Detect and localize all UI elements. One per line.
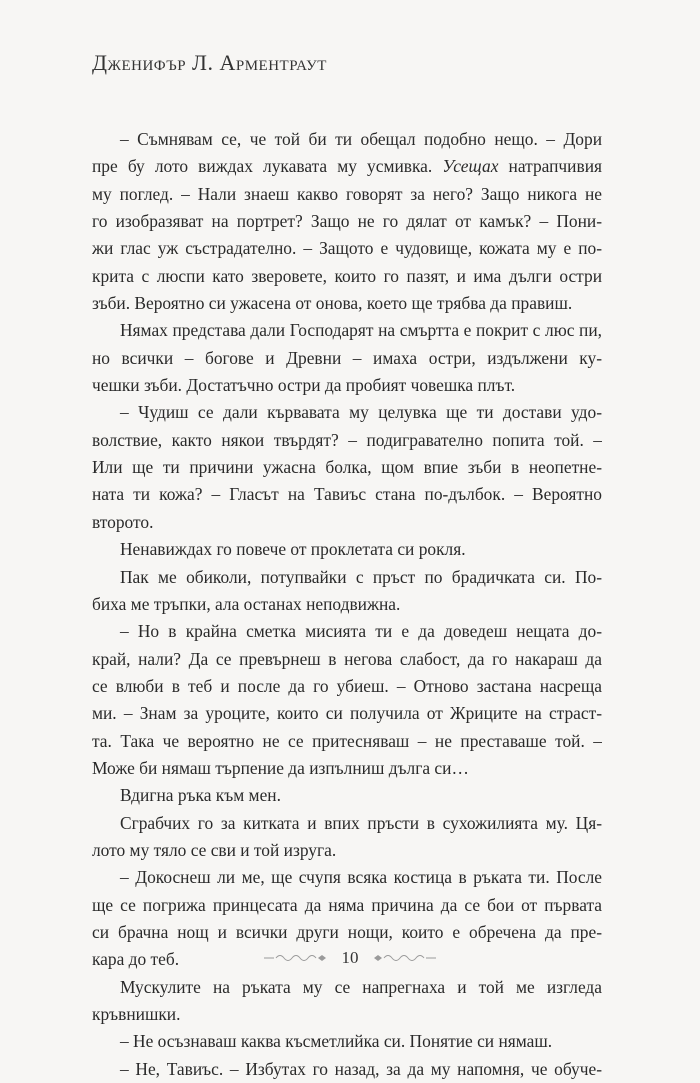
text-line: си брачна нощ и всички други нощи, които е обречена да пре-	[92, 921, 602, 942]
text-line: се влюби в теб и после да го убиеш. – Отново застана насреща	[92, 675, 602, 696]
body-text	[92, 126, 602, 1083]
text-line: Сграбчих го за китката и впих пръсти в сухожилията му. Ця-	[120, 812, 602, 833]
text-line: – Но в крайна сметка мисията ти е да доведеш нещата до-	[120, 621, 602, 642]
text-line: му поглед. – Нали знаеш какво говорят за него? Защо никога не	[92, 183, 602, 204]
page-footer	[0, 942, 700, 972]
text-line: Може би нямаш търпение да изпълниш дълга си…	[92, 757, 469, 778]
text-line: волствие, както някои твърдят? – подигравателно попита той. –	[92, 429, 602, 450]
text-line: Ненавиждах го повече от проклетата си рокля.	[120, 539, 466, 560]
text-line: ще се погрижа принцесата да няма причина да се бои от първата	[92, 894, 602, 915]
text-line: Нямах представа дали Господарят на смъртта е покрит с люс пи,	[120, 320, 602, 341]
text-line: – Не, Тавиъс. – Избутах го назад, за да му напомня, че обуче-	[120, 1058, 602, 1079]
right-ornament-icon	[368, 952, 438, 964]
text-line: го изобразяват на портрет? Защо не го дялат от камък? – Пони-	[92, 211, 602, 232]
text-line: та. Така че вероятно не се притесняваш – не преставаше той. –	[92, 730, 602, 751]
running-head-author: Дженифър Л. Арментраут	[92, 50, 327, 75]
text-line: Вдигна ръка към мен.	[120, 785, 281, 806]
text-line: – Не осъзнаваш каква късметлийка си. Понятие си нямаш.	[120, 1031, 553, 1052]
text-line: Или ще ти причини ужасна болка, щом впие зъби в неопетне-	[92, 457, 602, 478]
text-line: лото му тяло се сви и той изруга.	[92, 839, 337, 860]
text-line-segment: натрапчивия	[498, 156, 602, 177]
page-number: 10	[341, 948, 359, 967]
text-line: второто.	[92, 511, 154, 532]
text-line: – Докоснеш ли ме, ще счупя всяка костица в ръката ти. После	[120, 867, 602, 888]
text-line: – Съмнявам се, че той би ти обещал подобно нещо. – Дори	[120, 129, 602, 149]
text-line: чешки зъби. Достатъчно остри да пробият човешка плът.	[92, 375, 516, 396]
text-line: край, нали? Да се превърнеш в негова слабост, да го накараш да	[92, 648, 602, 669]
text-line: зъби. Вероятно си ужасена от онова, което ще трябва да правиш.	[92, 293, 573, 314]
emphasized-word: Усещах	[442, 156, 499, 177]
text-line: – Чудиш се дали кървавата му целувка ще ти достави удо-	[120, 402, 602, 423]
text-line: кара до теб.	[92, 949, 180, 970]
text-line: биха ме тръпки, ала останах неподвижна.	[92, 593, 401, 614]
text-line: ната ти кожа? – Гласът на Тавиъс стана по-дълбок. – Вероятно	[92, 484, 602, 505]
text-line-segment: пре бу лото виждах лукавата му усмивка.	[92, 156, 443, 177]
text-line: жи глас уж състрадателно. – Защото е чудовище, кожата му е по-	[92, 238, 602, 259]
text-line: ми. – Знам за уроците, които си получила от Жриците на страст-	[92, 703, 602, 724]
text-line	[92, 153, 602, 180]
left-ornament-icon	[262, 952, 332, 964]
text-line: кръвнишки.	[92, 1004, 181, 1024]
text-line: Пак ме обиколи, потупвайки с пръст по брадичката си. По-	[120, 566, 602, 587]
text-line: но всички – богове и Древни – имаха остри, издължени ку-	[92, 347, 602, 368]
text-line: Мускулите на ръката му се напрегнаха и той ме изгледа	[120, 976, 602, 997]
text-line: крита с люспи като зверовете, които го пазят, и има дълги остри	[92, 265, 602, 286]
